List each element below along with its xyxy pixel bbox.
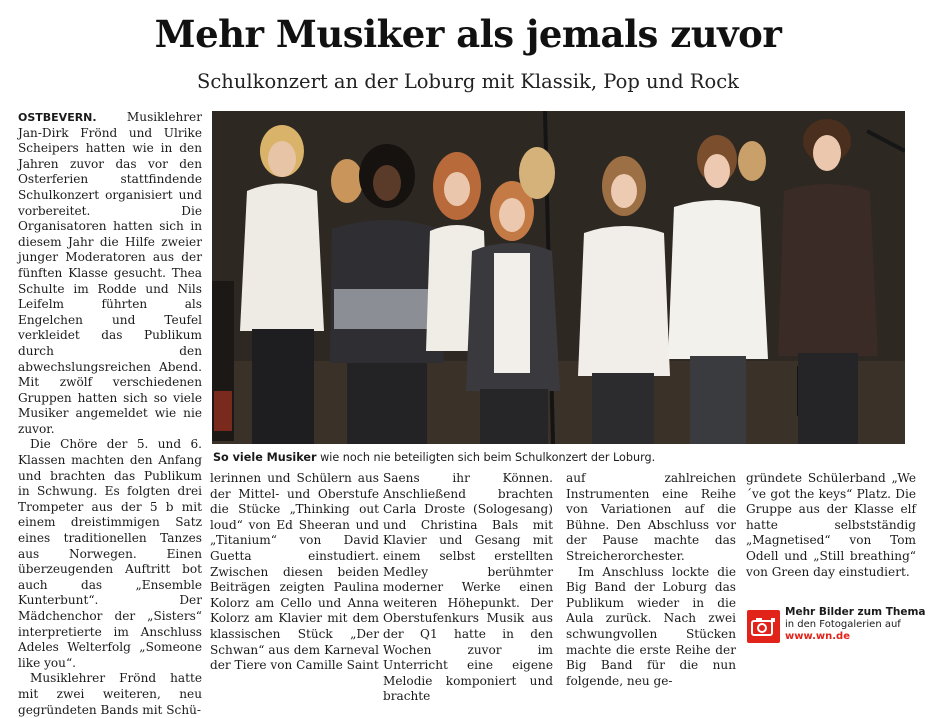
article-column-2 (210, 471, 379, 674)
promo-title: Mehr Bilder zum Thema (785, 606, 926, 618)
camera-gallery-icon (747, 610, 780, 643)
paragraph: Musiklehrer Jan-Dirk Frönd und Ulrike Scheipers hatten wie in den Jahren zuvor das vor den Osterferien stattfindende Schulkonzert organisiert und vorbereitet. Die Organisatoren hatten sich in diesem Jahr die Hilfe zweier junger Moderatoren aus der fünften Klasse gesucht. Thea Schulte im Rodde und Nils Leifelm führten als Engelchen und Teufel verkleidet das Publikum durch den abwechslungsreichen Abend. Mit zwölf verschiedenen Gruppen hatten sich so viele Musiker angemeldet wie nie zuvor. (18, 110, 202, 436)
article-column-3 (383, 471, 553, 705)
paragraph: Saens ihr Können. Anschließend brachten Carla Droste (Sologesang) und Christina Bals mit Klavier und Gesang mit einem selbst erstellten Medley berühmter moderner Werke einen weiteren Höhepunkt. Der Oberstufenkurs Musik aus der Q1 hatte in den Wochen zuvor im Unterricht eine eigene Melodie komponiert und brachte (383, 471, 553, 704)
gallery-promo[interactable] (747, 606, 927, 650)
paragraph: auf zahlreichen Instrumenten eine Reihe von Variationen auf die Bühne. Den Abschluss vor der Pause machte das Streicherorchester. (566, 471, 736, 563)
paragraph: lerinnen und Schülern aus der Mittel- und Oberstufe die Stücke „Thinking out loud“ von Ed Sheeran und „Titanium“ von David Guetta einstudiert. Zwischen diesen beiden Beiträgen zeigten Paulina Kolorz am Cello und Anna Kolorz am Klavier mit dem klassischen Stück „Der Schwan“ aus dem Karneval der Tiere von Camille Saint (210, 471, 379, 673)
caption-text: wie noch nie beteiligten sich beim Schulkonzert der Loburg. (316, 451, 656, 464)
paragraph: gründete Schülerband „We´ve got the keys“ Platz. Die Gruppe aus der Klasse elf hatte selbstständig „Magnetised“ von Tom Odell und „Still breathing“ von Green day einstudiert. (746, 471, 916, 579)
article-column-5 (746, 471, 916, 580)
subheadline: Schulkonzert an der Loburg mit Klassik, Pop und Rock (197, 70, 739, 93)
paragraph: Musiklehrer Frönd hatte mit zwei weiteren, neu gegründeten Bands mit Schü- (18, 671, 202, 717)
promo-subtitle: in den Fotogalerien auf (785, 618, 901, 630)
caption-lead: So viele Musiker (213, 451, 317, 464)
promo-text (785, 606, 935, 644)
dateline: OSTBEVERN. (18, 111, 97, 124)
concert-photo (212, 111, 905, 444)
article-column-1 (18, 110, 202, 718)
paragraph: Die Chöre der 5. und 6. Klassen machten den Anfang und brachten das Publikum in Schwung. Es folgten drei Trompeter aus der 5 b mit einem dreistimmigen Satz eines traditionellen Tanzes aus Norwegen. Einen überzeugenden Auftritt bot auch das „Ensemble Kunterbunt“. Der Mädchenchor der „Sisters“ interpretierte im Anschluss Adeles Welterfolg „Someone like you“. (18, 437, 202, 670)
photo-caption (213, 451, 913, 464)
choir-illustration (212, 111, 905, 444)
article-column-4 (566, 471, 736, 689)
paragraph: Im Anschluss lockte die Big Band der Loburg das Publikum wieder in die Aula zurück. Nach zwei schwungvollen Stücken machte die erste Reihe der Big Band für die nun folgende, neu ge- (566, 564, 736, 688)
headline: Mehr Musiker als jemals zuvor (154, 12, 782, 56)
promo-link[interactable]: www.wn.de (785, 631, 850, 642)
